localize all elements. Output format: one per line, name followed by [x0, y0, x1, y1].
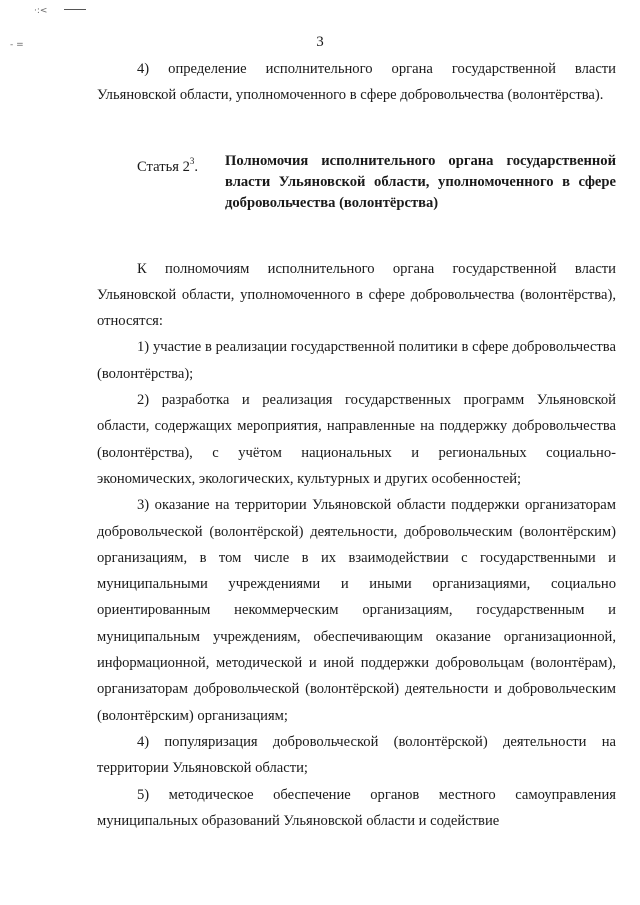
article-label-suffix: .: [194, 158, 199, 175]
scan-artifact-left-edge: - =: [10, 40, 24, 50]
intro-paragraph: К полномочиям исполнительного органа государственной власти Ульяновской области, уполномоченного в сфере добровольчества (волонтёрства), относятся:: [97, 260, 616, 330]
article-title: Полномочия исполнительного органа государственной власти Ульяновской области, уполномоченного в сфере добровольчества (волонтёрства): [225, 152, 616, 211]
article-label-prefix: Статья 2: [137, 158, 190, 175]
document-body: [97, 56, 616, 834]
scan-line-mark: [64, 9, 86, 10]
list-item-5: 5) методическое обеспечение органов местного самоуправления муниципальных образований Ульяновской области и содействие: [97, 786, 616, 829]
article-label-sup: 3: [189, 155, 195, 166]
list-item-3: 3) оказание на территории Ульяновской области поддержки организаторам добровольческой (волонтёрской) деятельности, добровольческим (волонтёрским) организациям, в том числе в их взаимодействии с государственными и муниципальными учреждениями и иными организациями, социально ориентированным некоммерческим организациям, государственным и муниципальным учреждениям, обеспечивающим оказание организационной, информационной, методической и иной поддержки добровольцам (волонтёрам), организаторам добровольческой (волонтёрской) деятельности и добровольческим (волонтёрским) организациям;: [97, 497, 616, 724]
page-number: 3: [316, 34, 324, 50]
list-item-4-preceding: 4) определение исполнительного органа государственной власти Ульяновской области, уполномоченного в сфере добровольчества (волонтёрства).: [97, 61, 616, 104]
article-heading: [97, 151, 616, 214]
article-label: [137, 151, 198, 178]
scan-artifact-top-left: ·:<: [34, 6, 48, 16]
list-item-4: 4) популяризация добровольческой (волонтёрской) деятельности на территории Ульяновской области;: [97, 733, 616, 777]
list-item-1: 1) участие в реализации государственной политики в сфере добровольчества (волонтёрства);: [97, 339, 616, 382]
list-item-2: 2) разработка и реализация государственных программ Ульяновской области, содержащих мероприятия, направленные на поддержку добровольчества (волонтёрства), с учётом национальных и региональных социально-экономических, экологических, культурных и других особенностей;: [97, 392, 616, 487]
